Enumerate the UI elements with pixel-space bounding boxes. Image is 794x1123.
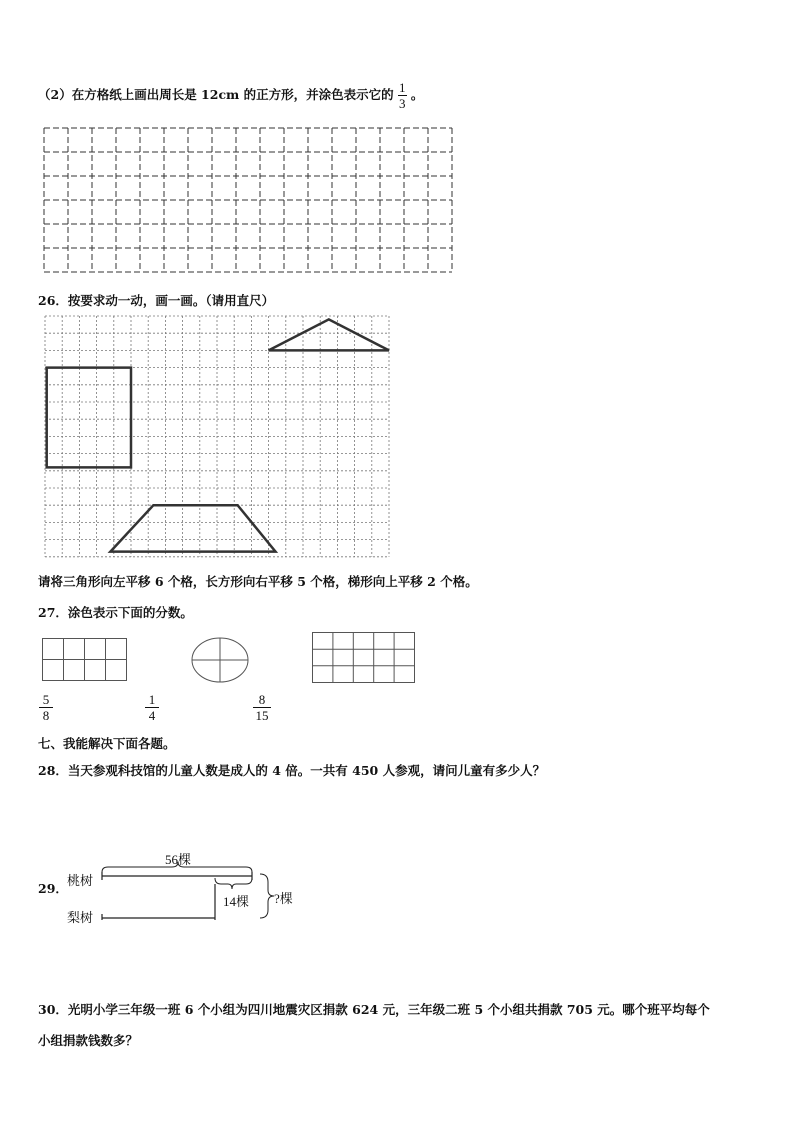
rectangle-shape [47, 368, 131, 468]
q28-text: 28．当天参观科技馆的儿童人数是成人的 4 倍。一共有 450 人参观，请问儿童有多少人？ [38, 763, 546, 778]
q26-instruction: 请将三角形向左平移 6 个格，长方形向右平移 5 个格，梯形向上平移 2 个格。 [38, 574, 478, 589]
fraction-5-8: $\frac{5}{8}$ [39, 692, 53, 723]
q25-part2-text: （2）在方格纸上画出周长是 12cm 的正方形，并涂色表示它的 [38, 87, 394, 102]
fraction-one-third: $\frac{1}{3}$ [399, 80, 406, 111]
dashed-grid-paper[interactable] [43, 127, 453, 272]
line-segment-diagram [100, 862, 280, 922]
difference-label: 14棵 [223, 894, 250, 909]
label-pear-tree: 梨树 [67, 910, 94, 925]
top-brace-label: 56棵 [165, 852, 192, 867]
rectangle-grid-15[interactable] [312, 632, 416, 684]
section-7-title: 七、我能解决下面各题。 [38, 736, 176, 751]
q29-number: 29． [38, 881, 68, 896]
q27-title: 27．涂色表示下面的分数。 [38, 605, 193, 620]
label-peach-tree: 桃树 [67, 873, 94, 888]
q25-part2-line: （2）在方格纸上画出周长是 12cm 的正方形，并涂色表示它的 $\frac{1}{3}$ 。 [38, 80, 424, 111]
circle-quarters[interactable] [191, 636, 249, 684]
q30-line1: 30．光明小学三年级一班 6 个小组为四川地震灾区捐款 624 元，三年级二班 5 个小组共捐款 705 元。哪个班平均每个 [38, 1002, 710, 1017]
dotted-grid-with-shapes[interactable] [44, 315, 390, 560]
q26-title: 26．按要求动一动，画一画。（请用直尺） [38, 293, 275, 308]
trapezoid-shape [110, 505, 275, 551]
rectangle-grid-8[interactable] [42, 638, 128, 682]
fraction-1-4: $\frac{1}{4}$ [145, 692, 159, 723]
fraction-8-15: $\frac{8}{15}$ [253, 692, 271, 723]
q30-line2: 小组捐款钱数多？ [38, 1033, 139, 1048]
triangle-shape [269, 319, 389, 350]
total-label: ?棵 [274, 891, 293, 906]
